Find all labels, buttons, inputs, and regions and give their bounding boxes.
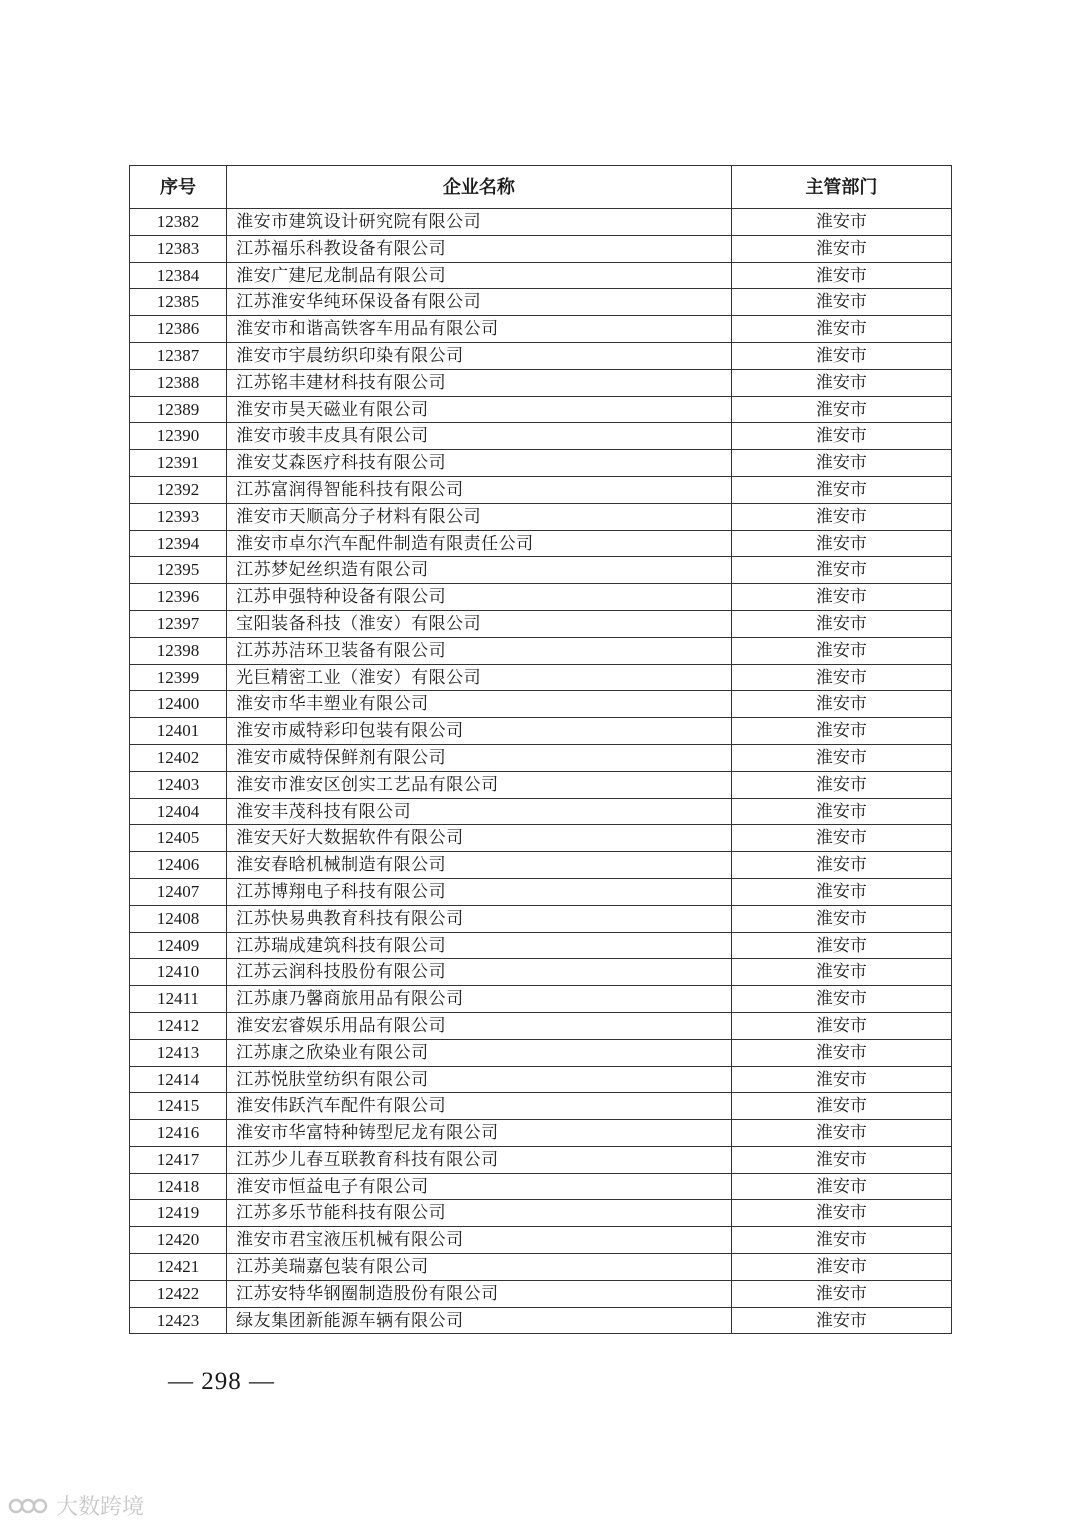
serial-number-cell: 12403: [130, 771, 227, 798]
serial-number-cell: 12397: [130, 610, 227, 637]
page-number: — 298 —: [168, 1368, 275, 1395]
table-row: [130, 905, 952, 932]
table-row: [130, 1120, 952, 1147]
table-row: [130, 262, 952, 289]
table-row: [130, 825, 952, 852]
enterprise-name-cell: 江苏快易典教育科技有限公司: [227, 905, 732, 932]
table-row: [130, 396, 952, 423]
enterprise-name-cell: 江苏云润科技股份有限公司: [227, 959, 732, 986]
enterprise-name-cell: 淮安艾森医疗科技有限公司: [227, 450, 732, 477]
serial-number-cell: 12386: [130, 316, 227, 343]
serial-number-cell: 12413: [130, 1039, 227, 1066]
table-row: [130, 1093, 952, 1120]
table-row: [130, 450, 952, 477]
enterprise-name-cell: 江苏梦妃丝织造有限公司: [227, 557, 732, 584]
department-cell: 淮安市: [731, 584, 951, 611]
enterprise-name-cell: 淮安市威特保鲜剂有限公司: [227, 744, 732, 771]
serial-number-cell: 12415: [130, 1093, 227, 1120]
serial-number-cell: 12417: [130, 1146, 227, 1173]
serial-number-cell: 12391: [130, 450, 227, 477]
table-row: [130, 342, 952, 369]
table-row: [130, 369, 952, 396]
table-row: [130, 1039, 952, 1066]
department-cell: 淮安市: [731, 878, 951, 905]
serial-number-cell: 12384: [130, 262, 227, 289]
enterprise-name-cell: 淮安市昊天磁业有限公司: [227, 396, 732, 423]
serial-number-cell: 12398: [130, 637, 227, 664]
enterprise-name-cell: 江苏博翔电子科技有限公司: [227, 878, 732, 905]
table-row: [130, 852, 952, 879]
table-row: [130, 316, 952, 343]
serial-number-cell: 12389: [130, 396, 227, 423]
department-cell: 淮安市: [731, 1307, 951, 1334]
department-cell: 淮安市: [731, 798, 951, 825]
enterprise-name-cell: 江苏福乐科教设备有限公司: [227, 235, 732, 262]
enterprise-name-cell: 淮安丰茂科技有限公司: [227, 798, 732, 825]
department-cell: 淮安市: [731, 1120, 951, 1147]
table-row: [130, 1200, 952, 1227]
table-row: [130, 1066, 952, 1093]
serial-number-cell: 12393: [130, 503, 227, 530]
department-cell: 淮安市: [731, 1066, 951, 1093]
serial-number-cell: 12423: [130, 1307, 227, 1334]
table-row: [130, 718, 952, 745]
table-row: [130, 798, 952, 825]
enterprise-name-cell: 淮安市华丰塑业有限公司: [227, 691, 732, 718]
table-row: [130, 637, 952, 664]
table-row: [130, 476, 952, 503]
enterprise-name-cell: 淮安市卓尔汽车配件制造有限责任公司: [227, 530, 732, 557]
enterprise-name-cell: 淮安市骏丰皮具有限公司: [227, 423, 732, 450]
serial-number-cell: 12414: [130, 1066, 227, 1093]
enterprise-name-cell: 淮安市华富特种铸型尼龙有限公司: [227, 1120, 732, 1147]
department-cell: 淮安市: [731, 986, 951, 1013]
department-cell: 淮安市: [731, 396, 951, 423]
serial-number-cell: 12392: [130, 476, 227, 503]
enterprise-name-cell: 淮安广建尼龙制品有限公司: [227, 262, 732, 289]
enterprise-name-cell: 淮安市君宝液压机械有限公司: [227, 1227, 732, 1254]
serial-number-cell: 12402: [130, 744, 227, 771]
department-cell: 淮安市: [731, 369, 951, 396]
serial-number-cell: 12405: [130, 825, 227, 852]
serial-number-cell: 12418: [130, 1173, 227, 1200]
table-row: [130, 1146, 952, 1173]
department-cell: 淮安市: [731, 905, 951, 932]
enterprise-name-cell: 淮安市威特彩印包装有限公司: [227, 718, 732, 745]
serial-number-cell: 12409: [130, 932, 227, 959]
department-cell: 淮安市: [731, 664, 951, 691]
serial-number-cell: 12404: [130, 798, 227, 825]
table-row: [130, 1173, 952, 1200]
table-row: [130, 691, 952, 718]
serial-number-cell: 12408: [130, 905, 227, 932]
header-serial-number: 序号: [130, 166, 227, 209]
serial-number-cell: 12383: [130, 235, 227, 262]
serial-number-cell: 12411: [130, 986, 227, 1013]
serial-number-cell: 12410: [130, 959, 227, 986]
table-row: [130, 1227, 952, 1254]
department-cell: 淮安市: [731, 1093, 951, 1120]
serial-number-cell: 12382: [130, 209, 227, 236]
enterprise-name-cell: 淮安市淮安区创实工艺品有限公司: [227, 771, 732, 798]
enterprise-name-cell: 淮安市恒益电子有限公司: [227, 1173, 732, 1200]
serial-number-cell: 12387: [130, 342, 227, 369]
department-cell: 淮安市: [731, 744, 951, 771]
enterprise-name-cell: 淮安天好大数据软件有限公司: [227, 825, 732, 852]
department-cell: 淮安市: [731, 610, 951, 637]
department-cell: 淮安市: [731, 1146, 951, 1173]
serial-number-cell: 12420: [130, 1227, 227, 1254]
enterprise-name-cell: 江苏康之欣染业有限公司: [227, 1039, 732, 1066]
serial-number-cell: 12400: [130, 691, 227, 718]
table-row: [130, 235, 952, 262]
enterprise-name-cell: 江苏铭丰建材科技有限公司: [227, 369, 732, 396]
table-row: [130, 584, 952, 611]
table-row: [130, 932, 952, 959]
department-cell: 淮安市: [731, 209, 951, 236]
header-enterprise-name: 企业名称: [227, 166, 732, 209]
table-body: [130, 209, 952, 1334]
enterprise-name-cell: 江苏安特华钢圈制造股份有限公司: [227, 1280, 732, 1307]
department-cell: 淮安市: [731, 1200, 951, 1227]
department-cell: 淮安市: [731, 1254, 951, 1281]
watermark: [8, 1490, 144, 1521]
enterprise-name-cell: 绿友集团新能源车辆有限公司: [227, 1307, 732, 1334]
department-cell: 淮安市: [731, 450, 951, 477]
department-cell: 淮安市: [731, 637, 951, 664]
department-cell: 淮安市: [731, 503, 951, 530]
enterprise-name-cell: 江苏悦肤堂纺织有限公司: [227, 1066, 732, 1093]
department-cell: 淮安市: [731, 1173, 951, 1200]
serial-number-cell: 12421: [130, 1254, 227, 1281]
serial-number-cell: 12394: [130, 530, 227, 557]
serial-number-cell: 12390: [130, 423, 227, 450]
serial-number-cell: 12412: [130, 1012, 227, 1039]
serial-number-cell: 12399: [130, 664, 227, 691]
table-row: [130, 289, 952, 316]
table-row: [130, 557, 952, 584]
table-row: [130, 530, 952, 557]
serial-number-cell: 12416: [130, 1120, 227, 1147]
department-cell: 淮安市: [731, 235, 951, 262]
serial-number-cell: 12401: [130, 718, 227, 745]
serial-number-cell: 12395: [130, 557, 227, 584]
serial-number-cell: 12419: [130, 1200, 227, 1227]
enterprise-name-cell: 淮安伟跃汽车配件有限公司: [227, 1093, 732, 1120]
table-row: [130, 1307, 952, 1334]
watermark-text: 大数跨境: [56, 1495, 145, 1520]
enterprise-name-cell: 淮安宏睿娱乐用品有限公司: [227, 1012, 732, 1039]
enterprise-name-cell: 江苏康乃馨商旅用品有限公司: [227, 986, 732, 1013]
serial-number-cell: 12388: [130, 369, 227, 396]
department-cell: 淮安市: [731, 342, 951, 369]
table-row: [130, 771, 952, 798]
table-row: [130, 986, 952, 1013]
enterprise-name-cell: 江苏多乐节能科技有限公司: [227, 1200, 732, 1227]
enterprise-name-cell: 淮安市宇晨纺织印染有限公司: [227, 342, 732, 369]
table-row: [130, 878, 952, 905]
department-cell: 淮安市: [731, 530, 951, 557]
department-cell: 淮安市: [731, 959, 951, 986]
department-cell: 淮安市: [731, 1039, 951, 1066]
enterprise-name-cell: 江苏少儿春互联教育科技有限公司: [227, 1146, 732, 1173]
department-cell: 淮安市: [731, 476, 951, 503]
enterprise-table: [129, 165, 952, 1334]
table-row: [130, 423, 952, 450]
department-cell: 淮安市: [731, 316, 951, 343]
table-row: [130, 610, 952, 637]
department-cell: 淮安市: [731, 932, 951, 959]
department-cell: 淮安市: [731, 771, 951, 798]
enterprise-name-cell: 宝阳装备科技（淮安）有限公司: [227, 610, 732, 637]
serial-number-cell: 12385: [130, 289, 227, 316]
enterprise-name-cell: 淮安市天顺高分子材料有限公司: [227, 503, 732, 530]
table-row: [130, 744, 952, 771]
table-row: [130, 1280, 952, 1307]
table-row: [130, 664, 952, 691]
department-cell: 淮安市: [731, 1227, 951, 1254]
enterprise-name-cell: 淮安市和谐高铁客车用品有限公司: [227, 316, 732, 343]
table-row: [130, 1012, 952, 1039]
department-cell: 淮安市: [731, 289, 951, 316]
department-cell: 淮安市: [731, 262, 951, 289]
department-cell: 淮安市: [731, 852, 951, 879]
brand-logo-icon: [8, 1493, 50, 1519]
department-cell: 淮安市: [731, 423, 951, 450]
enterprise-name-cell: 江苏美瑞嘉包装有限公司: [227, 1254, 732, 1281]
department-cell: 淮安市: [731, 1280, 951, 1307]
serial-number-cell: 12406: [130, 852, 227, 879]
enterprise-name-cell: 江苏申强特种设备有限公司: [227, 584, 732, 611]
enterprise-name-cell: 江苏瑞成建筑科技有限公司: [227, 932, 732, 959]
enterprise-name-cell: 江苏淮安华纯环保设备有限公司: [227, 289, 732, 316]
table-row: [130, 209, 952, 236]
department-cell: 淮安市: [731, 718, 951, 745]
enterprise-name-cell: 光巨精密工业（淮安）有限公司: [227, 664, 732, 691]
table-row: [130, 1254, 952, 1281]
department-cell: 淮安市: [731, 557, 951, 584]
table-row: [130, 959, 952, 986]
enterprise-name-cell: 江苏苏洁环卫装备有限公司: [227, 637, 732, 664]
header-department: 主管部门: [731, 166, 951, 209]
department-cell: 淮安市: [731, 1012, 951, 1039]
serial-number-cell: 12407: [130, 878, 227, 905]
enterprise-name-cell: 江苏富润得智能科技有限公司: [227, 476, 732, 503]
enterprise-name-cell: 淮安市建筑设计研究院有限公司: [227, 209, 732, 236]
department-cell: 淮安市: [731, 691, 951, 718]
serial-number-cell: 12422: [130, 1280, 227, 1307]
enterprise-name-cell: 淮安春晗机械制造有限公司: [227, 852, 732, 879]
serial-number-cell: 12396: [130, 584, 227, 611]
department-cell: 淮安市: [731, 825, 951, 852]
table-row: [130, 503, 952, 530]
table-header-row: [130, 166, 952, 209]
